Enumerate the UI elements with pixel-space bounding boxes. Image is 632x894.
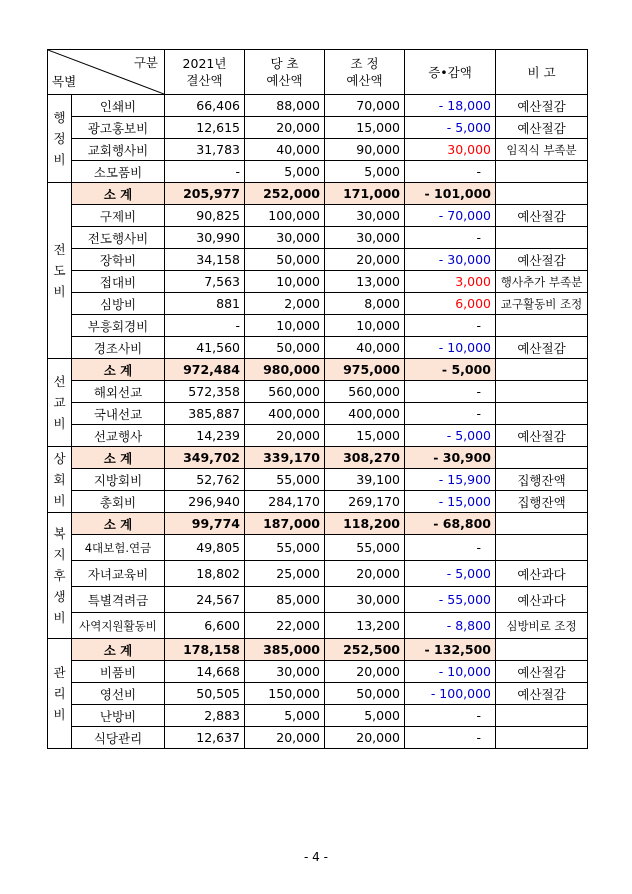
value-2021: 30,990 bbox=[165, 227, 245, 249]
value-dangcho: 5,000 bbox=[245, 705, 325, 727]
value-dangcho: 50,000 bbox=[245, 337, 325, 359]
value-2021: 66,406 bbox=[165, 95, 245, 117]
remark: 예산절감 bbox=[496, 337, 588, 359]
category-char: 선 bbox=[53, 374, 66, 389]
value-2021: 50,505 bbox=[165, 683, 245, 705]
item-name: 식당관리 bbox=[72, 727, 165, 749]
subtotal-row bbox=[48, 183, 588, 205]
subtotal-bigo bbox=[496, 513, 588, 535]
value-2021: 6,600 bbox=[165, 613, 245, 639]
remark: 예산절감 bbox=[496, 95, 588, 117]
item-name: 장학비 bbox=[72, 249, 165, 271]
value-2021: 572,358 bbox=[165, 381, 245, 403]
value-dangcho: 55,000 bbox=[245, 535, 325, 561]
value-2021: 14,668 bbox=[165, 661, 245, 683]
item-name: 선교행사 bbox=[72, 425, 165, 447]
category-label bbox=[48, 359, 72, 447]
value-diff: - 100,000 bbox=[405, 683, 496, 705]
table-row bbox=[48, 381, 588, 403]
item-name: 자녀교육비 bbox=[72, 561, 165, 587]
item-name: 구제비 bbox=[72, 205, 165, 227]
value-dangcho: 20,000 bbox=[245, 727, 325, 749]
item-name: 접대비 bbox=[72, 271, 165, 293]
subtotal-2021: 178,158 bbox=[165, 639, 245, 661]
value-dangcho: 400,000 bbox=[245, 403, 325, 425]
table-row bbox=[48, 403, 588, 425]
header-row bbox=[48, 50, 588, 95]
item-name: 부흥회경비 bbox=[72, 315, 165, 337]
item-name: 해외선교 bbox=[72, 381, 165, 403]
value-jojeong: 13,000 bbox=[325, 271, 405, 293]
remark: 예산절감 bbox=[496, 425, 588, 447]
value-jojeong: 55,000 bbox=[325, 535, 405, 561]
item-name: 심방비 bbox=[72, 293, 165, 315]
value-diff: - 15,000 bbox=[405, 491, 496, 513]
value-jojeong: 20,000 bbox=[325, 727, 405, 749]
header-bigo: 비 고 bbox=[496, 50, 588, 95]
value-dangcho: 20,000 bbox=[245, 117, 325, 139]
value-dangcho: 50,000 bbox=[245, 249, 325, 271]
value-2021: - bbox=[165, 315, 245, 337]
header-mokbyeol: 목별 bbox=[52, 74, 77, 89]
header-gubun: 구분 bbox=[133, 55, 158, 70]
item-name: 국내선교 bbox=[72, 403, 165, 425]
table-row bbox=[48, 683, 588, 705]
item-name: 전도행사비 bbox=[72, 227, 165, 249]
category-char: 행 bbox=[53, 110, 66, 125]
header-jeunggam: 증•감액 bbox=[405, 50, 496, 95]
table-row bbox=[48, 139, 588, 161]
value-jojeong: 90,000 bbox=[325, 139, 405, 161]
table-row bbox=[48, 425, 588, 447]
item-name: 광고홍보비 bbox=[72, 117, 165, 139]
item-name: 경조사비 bbox=[72, 337, 165, 359]
category-char: 교 bbox=[53, 395, 66, 410]
header-dangcho: 당 초 예산액 bbox=[245, 50, 325, 95]
table-row bbox=[48, 249, 588, 271]
subtotal-jojeong: 118,200 bbox=[325, 513, 405, 535]
remark: 심방비로 조정 bbox=[496, 613, 588, 639]
subtotal-bigo bbox=[496, 639, 588, 661]
category-char: 비 bbox=[53, 610, 66, 625]
remark bbox=[496, 381, 588, 403]
table-row bbox=[48, 469, 588, 491]
subtotal-label: 소 계 bbox=[72, 513, 165, 535]
table-body bbox=[48, 95, 588, 749]
value-dangcho: 560,000 bbox=[245, 381, 325, 403]
value-jojeong: 20,000 bbox=[325, 661, 405, 683]
table-row bbox=[48, 161, 588, 183]
category-char: 비 bbox=[53, 284, 66, 299]
remark: 집행잔액 bbox=[496, 469, 588, 491]
category-label bbox=[48, 639, 72, 749]
value-2021: 385,887 bbox=[165, 403, 245, 425]
value-diff: - bbox=[405, 227, 496, 249]
value-dangcho: 25,000 bbox=[245, 561, 325, 587]
item-name: 소모품비 bbox=[72, 161, 165, 183]
value-jojeong: 39,100 bbox=[325, 469, 405, 491]
subtotal-2021: 349,702 bbox=[165, 447, 245, 469]
item-name: 총회비 bbox=[72, 491, 165, 513]
remark bbox=[496, 315, 588, 337]
category-char: 정 bbox=[53, 131, 66, 146]
subtotal-row bbox=[48, 639, 588, 661]
value-2021: 31,783 bbox=[165, 139, 245, 161]
subtotal-diff: - 68,800 bbox=[405, 513, 496, 535]
value-jojeong: 8,000 bbox=[325, 293, 405, 315]
value-jojeong: 20,000 bbox=[325, 249, 405, 271]
value-dangcho: 5,000 bbox=[245, 161, 325, 183]
value-jojeong: 10,000 bbox=[325, 315, 405, 337]
value-diff: - 5,000 bbox=[405, 561, 496, 587]
subtotal-label: 소 계 bbox=[72, 359, 165, 381]
category-char: 복 bbox=[53, 526, 66, 541]
category-label bbox=[48, 183, 72, 359]
category-char: 생 bbox=[53, 589, 66, 604]
subtotal-bigo bbox=[496, 183, 588, 205]
category-char: 도 bbox=[53, 263, 66, 278]
value-dangcho: 22,000 bbox=[245, 613, 325, 639]
value-dangcho: 150,000 bbox=[245, 683, 325, 705]
value-dangcho: 2,000 bbox=[245, 293, 325, 315]
item-name: 특별격려금 bbox=[72, 587, 165, 613]
item-name: 지방회비 bbox=[72, 469, 165, 491]
value-jojeong: 15,000 bbox=[325, 425, 405, 447]
subtotal-jojeong: 252,500 bbox=[325, 639, 405, 661]
value-diff: 3,000 bbox=[405, 271, 496, 293]
value-dangcho: 55,000 bbox=[245, 469, 325, 491]
value-jojeong: 30,000 bbox=[325, 587, 405, 613]
subtotal-dangcho: 980,000 bbox=[245, 359, 325, 381]
item-name: 영선비 bbox=[72, 683, 165, 705]
remark: 예산과다 bbox=[496, 561, 588, 587]
category-label bbox=[48, 95, 72, 183]
value-2021: 49,805 bbox=[165, 535, 245, 561]
item-name: 사역지원활동비 bbox=[72, 613, 165, 639]
remark: 행사추가 부족분 bbox=[496, 271, 588, 293]
subtotal-dangcho: 385,000 bbox=[245, 639, 325, 661]
table-row bbox=[48, 271, 588, 293]
category-char: 상 bbox=[53, 451, 66, 466]
category-char: 지 bbox=[53, 547, 66, 562]
value-diff: - bbox=[405, 381, 496, 403]
header-jojeong: 조 정 예산액 bbox=[325, 50, 405, 95]
category-char: 전 bbox=[53, 242, 66, 257]
item-name: 인쇄비 bbox=[72, 95, 165, 117]
budget-table bbox=[47, 49, 588, 749]
remark bbox=[496, 227, 588, 249]
table-row bbox=[48, 727, 588, 749]
subtotal-jojeong: 171,000 bbox=[325, 183, 405, 205]
value-2021: 14,239 bbox=[165, 425, 245, 447]
value-diff: - 10,000 bbox=[405, 337, 496, 359]
value-jojeong: 560,000 bbox=[325, 381, 405, 403]
value-dangcho: 284,170 bbox=[245, 491, 325, 513]
value-2021: 881 bbox=[165, 293, 245, 315]
value-dangcho: 30,000 bbox=[245, 227, 325, 249]
value-dangcho: 20,000 bbox=[245, 425, 325, 447]
value-diff: 6,000 bbox=[405, 293, 496, 315]
table-row bbox=[48, 491, 588, 513]
category-char: 비 bbox=[53, 416, 66, 431]
value-2021: 18,802 bbox=[165, 561, 245, 587]
subtotal-2021: 972,484 bbox=[165, 359, 245, 381]
category-label bbox=[48, 447, 72, 513]
item-name: 비품비 bbox=[72, 661, 165, 683]
item-name: 4대보험.연금 bbox=[72, 535, 165, 561]
item-name: 난방비 bbox=[72, 705, 165, 727]
value-2021: 12,615 bbox=[165, 117, 245, 139]
table-row bbox=[48, 227, 588, 249]
value-jojeong: 15,000 bbox=[325, 117, 405, 139]
table-row bbox=[48, 661, 588, 683]
category-char: 회 bbox=[53, 472, 66, 487]
table-row bbox=[48, 587, 588, 613]
category-char: 후 bbox=[53, 568, 66, 583]
value-dangcho: 100,000 bbox=[245, 205, 325, 227]
value-jojeong: 400,000 bbox=[325, 403, 405, 425]
value-jojeong: 30,000 bbox=[325, 227, 405, 249]
remark bbox=[496, 705, 588, 727]
subtotal-dangcho: 252,000 bbox=[245, 183, 325, 205]
remark: 집행잔액 bbox=[496, 491, 588, 513]
remark: 예산절감 bbox=[496, 683, 588, 705]
remark: 예산과다 bbox=[496, 587, 588, 613]
table-row bbox=[48, 613, 588, 639]
subtotal-label: 소 계 bbox=[72, 639, 165, 661]
table-row bbox=[48, 315, 588, 337]
value-dangcho: 10,000 bbox=[245, 271, 325, 293]
value-diff: - 5,000 bbox=[405, 117, 496, 139]
category-char: 관 bbox=[53, 665, 66, 680]
value-diff: - 55,000 bbox=[405, 587, 496, 613]
value-diff: - bbox=[405, 535, 496, 561]
table-row bbox=[48, 293, 588, 315]
remark: 예산절감 bbox=[496, 249, 588, 271]
subtotal-diff: - 132,500 bbox=[405, 639, 496, 661]
value-2021: 24,567 bbox=[165, 587, 245, 613]
value-diff: - 15,900 bbox=[405, 469, 496, 491]
subtotal-jojeong: 308,270 bbox=[325, 447, 405, 469]
subtotal-row bbox=[48, 513, 588, 535]
value-diff: - 8,800 bbox=[405, 613, 496, 639]
subtotal-label: 소 계 bbox=[72, 447, 165, 469]
remark bbox=[496, 161, 588, 183]
value-2021: - bbox=[165, 161, 245, 183]
header-2021: 2021년 결산액 bbox=[165, 50, 245, 95]
value-jojeong: 40,000 bbox=[325, 337, 405, 359]
table-row bbox=[48, 561, 588, 587]
remark: 교구활동비 조정 bbox=[496, 293, 588, 315]
subtotal-bigo bbox=[496, 447, 588, 469]
value-jojeong: 20,000 bbox=[325, 561, 405, 587]
value-2021: 7,563 bbox=[165, 271, 245, 293]
value-2021: 296,940 bbox=[165, 491, 245, 513]
value-dangcho: 30,000 bbox=[245, 661, 325, 683]
category-char: 리 bbox=[53, 686, 66, 701]
remark: 임직식 부족분 bbox=[496, 139, 588, 161]
subtotal-jojeong: 975,000 bbox=[325, 359, 405, 381]
subtotal-row bbox=[48, 447, 588, 469]
value-2021: 52,762 bbox=[165, 469, 245, 491]
subtotal-bigo bbox=[496, 359, 588, 381]
item-name: 교회행사비 bbox=[72, 139, 165, 161]
value-diff: - bbox=[405, 315, 496, 337]
category-char: 비 bbox=[53, 152, 66, 167]
value-diff: - bbox=[405, 705, 496, 727]
remark bbox=[496, 727, 588, 749]
remark: 예산절감 bbox=[496, 205, 588, 227]
table-row bbox=[48, 705, 588, 727]
value-jojeong: 50,000 bbox=[325, 683, 405, 705]
value-jojeong: 13,200 bbox=[325, 613, 405, 639]
category-label bbox=[48, 513, 72, 639]
subtotal-label: 소 계 bbox=[72, 183, 165, 205]
value-diff: - bbox=[405, 161, 496, 183]
subtotal-diff: - 101,000 bbox=[405, 183, 496, 205]
value-diff: 30,000 bbox=[405, 139, 496, 161]
table-row bbox=[48, 95, 588, 117]
category-char: 비 bbox=[53, 707, 66, 722]
value-diff: - 18,000 bbox=[405, 95, 496, 117]
value-2021: 90,825 bbox=[165, 205, 245, 227]
remark bbox=[496, 535, 588, 561]
value-diff: - bbox=[405, 403, 496, 425]
value-jojeong: 30,000 bbox=[325, 205, 405, 227]
subtotal-dangcho: 187,000 bbox=[245, 513, 325, 535]
table-row bbox=[48, 117, 588, 139]
value-diff: - 5,000 bbox=[405, 425, 496, 447]
remark bbox=[496, 403, 588, 425]
value-diff: - 10,000 bbox=[405, 661, 496, 683]
value-2021: 41,560 bbox=[165, 337, 245, 359]
subtotal-diff: - 5,000 bbox=[405, 359, 496, 381]
value-diff: - bbox=[405, 727, 496, 749]
subtotal-2021: 205,977 bbox=[165, 183, 245, 205]
value-dangcho: 10,000 bbox=[245, 315, 325, 337]
value-jojeong: 269,170 bbox=[325, 491, 405, 513]
remark: 예산절감 bbox=[496, 661, 588, 683]
subtotal-dangcho: 339,170 bbox=[245, 447, 325, 469]
value-diff: - 70,000 bbox=[405, 205, 496, 227]
table-row bbox=[48, 535, 588, 561]
header-diagonal-cell bbox=[48, 50, 165, 95]
table-row bbox=[48, 205, 588, 227]
subtotal-2021: 99,774 bbox=[165, 513, 245, 535]
value-dangcho: 40,000 bbox=[245, 139, 325, 161]
subtotal-diff: - 30,900 bbox=[405, 447, 496, 469]
value-2021: 34,158 bbox=[165, 249, 245, 271]
value-2021: 2,883 bbox=[165, 705, 245, 727]
value-jojeong: 5,000 bbox=[325, 705, 405, 727]
table-row bbox=[48, 337, 588, 359]
page-number: - 4 - bbox=[304, 850, 328, 864]
category-char: 비 bbox=[53, 493, 66, 508]
value-dangcho: 88,000 bbox=[245, 95, 325, 117]
subtotal-row bbox=[48, 359, 588, 381]
value-diff: - 30,000 bbox=[405, 249, 496, 271]
value-dangcho: 85,000 bbox=[245, 587, 325, 613]
value-jojeong: 70,000 bbox=[325, 95, 405, 117]
value-jojeong: 5,000 bbox=[325, 161, 405, 183]
value-2021: 12,637 bbox=[165, 727, 245, 749]
remark: 예산절감 bbox=[496, 117, 588, 139]
